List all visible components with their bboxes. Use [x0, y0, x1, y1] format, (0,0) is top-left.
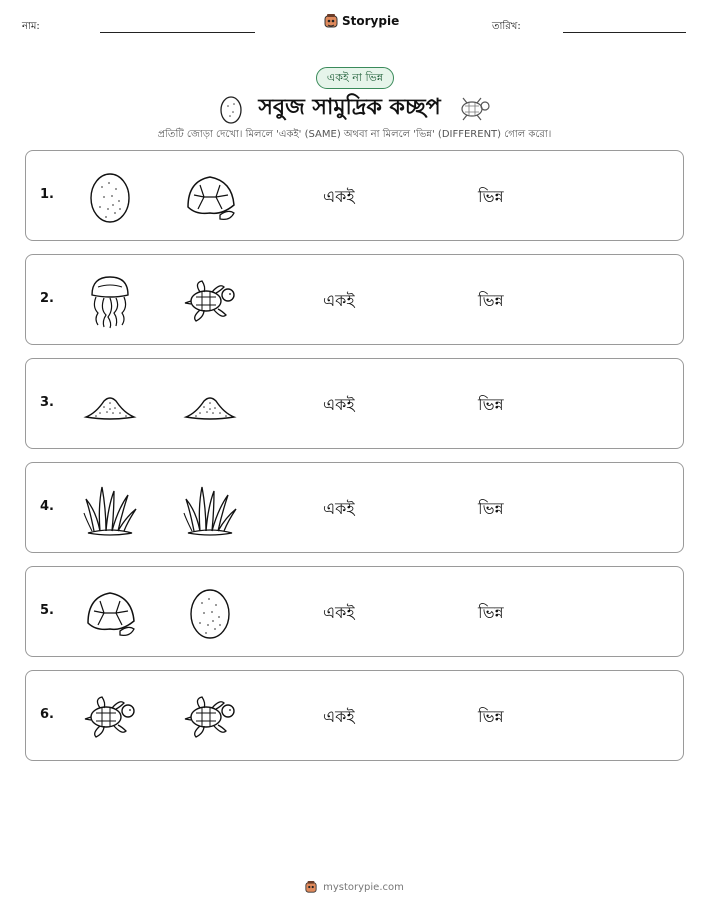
option-different[interactable]: ভিন্ন	[478, 187, 504, 206]
item-number: 3.	[40, 395, 54, 410]
option-different[interactable]: ভিন্ন	[478, 499, 504, 518]
title-row	[0, 90, 709, 127]
item-number: 6.	[40, 707, 54, 722]
seagrass-icon	[82, 481, 138, 537]
option-different[interactable]: ভিন্ন	[478, 707, 504, 726]
date-line[interactable]	[563, 32, 686, 33]
sea-turtle-icon	[455, 96, 491, 122]
option-same[interactable]: একই	[323, 499, 355, 518]
option-different[interactable]: ভিন্ন	[478, 603, 504, 622]
item-card-2	[25, 254, 684, 345]
brand-name: Storypie	[342, 14, 400, 28]
item-number: 1.	[40, 187, 54, 202]
item-card-5	[25, 566, 684, 657]
storypie-mascot-icon	[305, 880, 317, 894]
option-different[interactable]: ভিন্ন	[478, 291, 504, 310]
turtle-shell-icon	[182, 169, 238, 225]
sea-turtle-icon	[182, 273, 238, 329]
item-card-3	[25, 358, 684, 449]
sea-turtle-icon	[182, 689, 238, 745]
option-same[interactable]: একই	[323, 187, 355, 206]
option-same[interactable]: একই	[323, 395, 355, 414]
seagrass-icon	[182, 481, 238, 537]
footer-site[interactable]: mystorypie.com	[323, 881, 404, 893]
item-number: 5.	[40, 603, 54, 618]
option-different[interactable]: ভিন্ন	[478, 395, 504, 414]
item-card-1	[25, 150, 684, 241]
name-label: নাম:	[22, 21, 40, 32]
item-card-6	[25, 670, 684, 761]
name-line[interactable]	[100, 32, 255, 33]
storypie-mascot-icon	[324, 13, 338, 29]
sand-pile-icon	[82, 377, 138, 433]
sea-turtle-icon	[82, 689, 138, 745]
activity-tag: একই না ভিন্ন	[316, 67, 394, 89]
footer	[0, 880, 709, 894]
egg-icon	[218, 94, 244, 124]
instructions: প্রতিটি জোড়া দেখো। মিললে 'একই' (SAME) অথবা না মিললে 'ভিন্ন' (DIFFERENT) গোল করো।	[157, 129, 552, 140]
jellyfish-icon	[82, 273, 138, 329]
option-same[interactable]: একই	[323, 291, 355, 310]
egg-icon	[182, 585, 238, 641]
option-same[interactable]: একই	[323, 707, 355, 726]
turtle-shell-icon	[82, 585, 138, 641]
egg-icon	[82, 169, 138, 225]
page-title: সবুজ সামুদ্রিক কচ্ছপ	[258, 95, 441, 120]
item-number: 4.	[40, 499, 54, 514]
item-number: 2.	[40, 291, 54, 306]
item-card-4	[25, 462, 684, 553]
brand-logo	[324, 13, 399, 29]
sand-pile-icon	[182, 377, 238, 433]
option-same[interactable]: একই	[323, 603, 355, 622]
date-label: তারিখ:	[492, 21, 521, 32]
